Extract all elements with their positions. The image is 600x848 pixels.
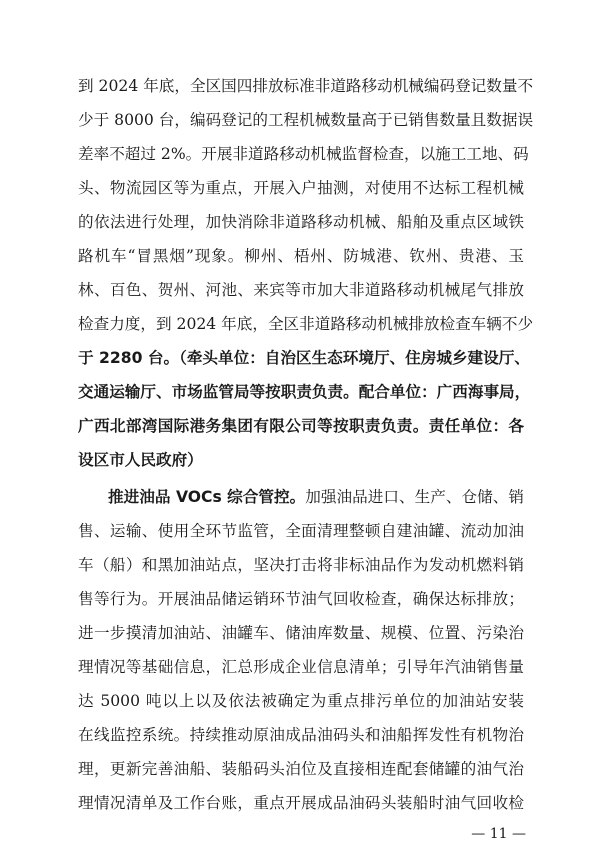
paragraph-line: 到 2024 年底，全区国四排放标准非道路移动机械编码登记数量不 — [78, 77, 534, 95]
paragraph-first-line — [108, 487, 524, 507]
paragraph-line: 路机车“冒黑烟”现象。柳州、梧州、防城港、钦州、贵港、玉 — [78, 247, 524, 265]
paragraph-line: 差率不超过 2%。开展非道路移动机械监督检查，以施工工地、码 — [78, 145, 529, 163]
paragraph-line: 车（船）和黑加油站点，坚决打击将非标油品作为发动机燃料销 — [78, 556, 524, 574]
paragraph-line: 理情况清单及工作台账，重点开展成品油码头装船时油气回收检 — [78, 794, 524, 812]
paragraph-line: 检查力度，到 2024 年底，全区非道路移动机械排放检查车辆不少 — [78, 315, 534, 333]
paragraph-line: 售等行为。开展油品储运销环节油气回收检查，确保达标排放； — [78, 590, 524, 608]
paragraph-line: 的依法进行处理，加快消除非道路移动机械、船舶及重点区域铁 — [78, 213, 524, 231]
paragraph-line: 理，更新完善油船、装船码头泊位及直接相连配套储罐的油气治 — [78, 760, 524, 778]
paragraph-line: 在线监控系统。持续推动原油成品油码头和油船挥发性有机物治 — [78, 726, 524, 744]
paragraph-line: 林、百色、贺州、河池、来宾等市加大非道路移动机械尾气排放 — [78, 281, 524, 299]
paragraph-line: 设区市人民政府） — [78, 451, 203, 469]
page-number: — 11 — — [471, 826, 526, 842]
paragraph-line: 进一步摸清加油站、油罐车、储油库数量、规模、位置、污染治 — [78, 624, 524, 642]
paragraph-line: 头、物流园区等为重点，开展入户抽测，对使用不达标工程机械 — [78, 179, 524, 197]
paragraph-line: 于 2280 台。（牵头单位：自治区生态环境厅、住房城乡建设厅、 — [78, 349, 530, 367]
paragraph-line: 售、运输、使用全环节监管，全面清理整顿自建油罐、流动加油 — [78, 522, 524, 540]
paragraph-line: 理情况等基础信息，汇总形成企业信息清单；引导年汽油销售量 — [78, 658, 524, 676]
paragraph-line: 少于 8000 台，编码登记的工程机械数量高于已销售数量且数据误 — [78, 111, 534, 129]
paragraph-line-rest: 加强油品进口、生产、仓储、销 — [305, 488, 524, 506]
paragraph-line: 广西北部湾国际港务集团有限公司等按职责负责。责任单位：各 — [78, 417, 524, 435]
paragraph-line: 交通运输厅、市场监管局等按职责负责。配合单位：广西海事局， — [78, 383, 531, 401]
section-heading: 推进油品 VOCs 综合管控。 — [108, 488, 306, 506]
paragraph-line: 达 5000 吨以上以及依法被确定为重点排污单位的加油站安装 — [78, 692, 524, 710]
